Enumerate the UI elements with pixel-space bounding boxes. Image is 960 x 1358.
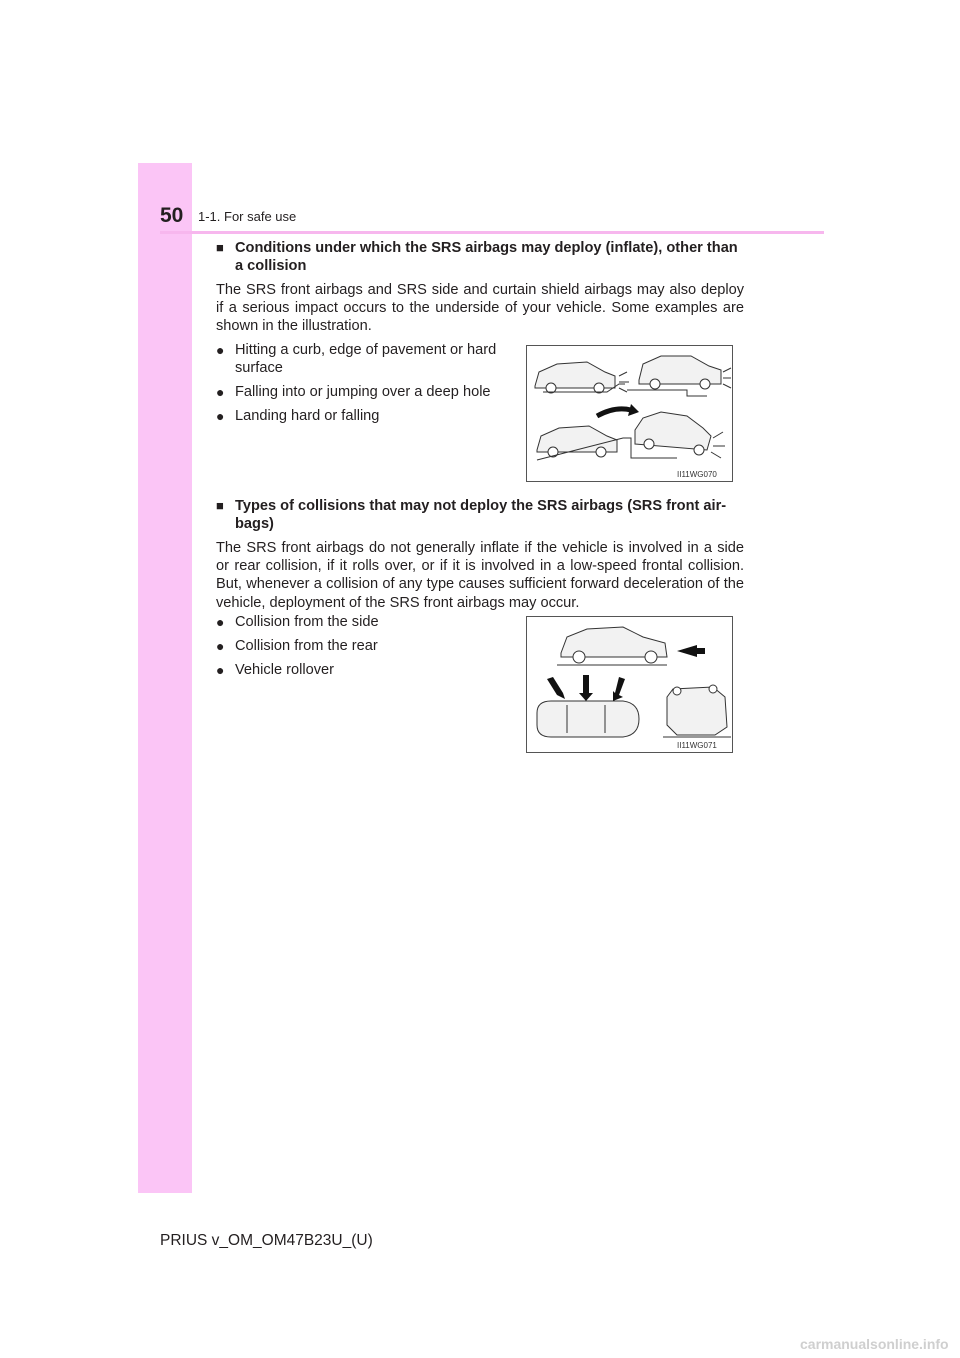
list-item: ● Collision from the rear xyxy=(216,638,378,654)
figure-underside-impact xyxy=(526,345,733,482)
list-item: ● Falling into or jumping over a deep hole xyxy=(216,384,491,400)
section-title: 1-1. For safe use xyxy=(198,209,297,224)
section-heading-deploy-conditions xyxy=(216,239,748,275)
list-item: ● Landing hard or falling xyxy=(216,408,380,424)
side-color-band xyxy=(138,163,192,1193)
bullet-icon: ● xyxy=(216,342,225,358)
page-number: 50 xyxy=(160,204,184,227)
bullet-icon: ● xyxy=(216,614,225,630)
list-item: ● Collision from the side xyxy=(216,614,379,630)
bullet-icon: ● xyxy=(216,408,225,424)
footer-doc-code: PRIUS v_OM_OM47B23U_(U) xyxy=(160,1232,373,1249)
heading-square-icon: ■ xyxy=(216,240,224,255)
heading-text: Conditions under which the SRS airbags may deploy (inflate), other than a collision xyxy=(235,240,738,274)
watermark: carmanualsonline.info xyxy=(800,1336,949,1352)
heading-text: Types of collisions that may not deploy the SRS airbags (SRS front air-bags) xyxy=(235,498,727,532)
list-item: ● Hitting a curb, edge of pavement or hard surface xyxy=(216,342,497,376)
figure-code: II11WG070 xyxy=(677,470,717,479)
bullet-list-deploy-conditions xyxy=(216,341,516,431)
bullet-icon: ● xyxy=(216,638,225,654)
paragraph-deploy-conditions: The SRS front airbags and SRS side and curtain shield airbags may also deploy if a serious impact occurs to the underside of your vehicle. Some examples are shown in the illustration. xyxy=(216,282,744,335)
heading-square-icon: ■ xyxy=(216,498,224,513)
figure-code: II11WG071 xyxy=(677,741,717,750)
section-heading-no-deploy xyxy=(216,497,748,533)
bullet-icon: ● xyxy=(216,384,225,400)
bullet-list-no-deploy xyxy=(216,613,496,685)
underside-impact-illustration xyxy=(527,346,732,481)
figure-side-rear-rollover xyxy=(526,616,733,753)
bullet-icon: ● xyxy=(216,662,225,678)
list-item: ● Vehicle rollover xyxy=(216,662,334,678)
header-rule xyxy=(160,231,824,234)
paragraph-no-deploy: The SRS front airbags do not generally inflate if the vehicle is involved in a side or rear collision, if it rolls over, or if it is involved in a low-speed frontal collision. But, whenever a collision of any type causes sufficient forward deceleration of the vehicle, deployment of the SRS front airbags may occur. xyxy=(216,540,744,611)
side-rear-rollover-illustration xyxy=(527,617,732,752)
